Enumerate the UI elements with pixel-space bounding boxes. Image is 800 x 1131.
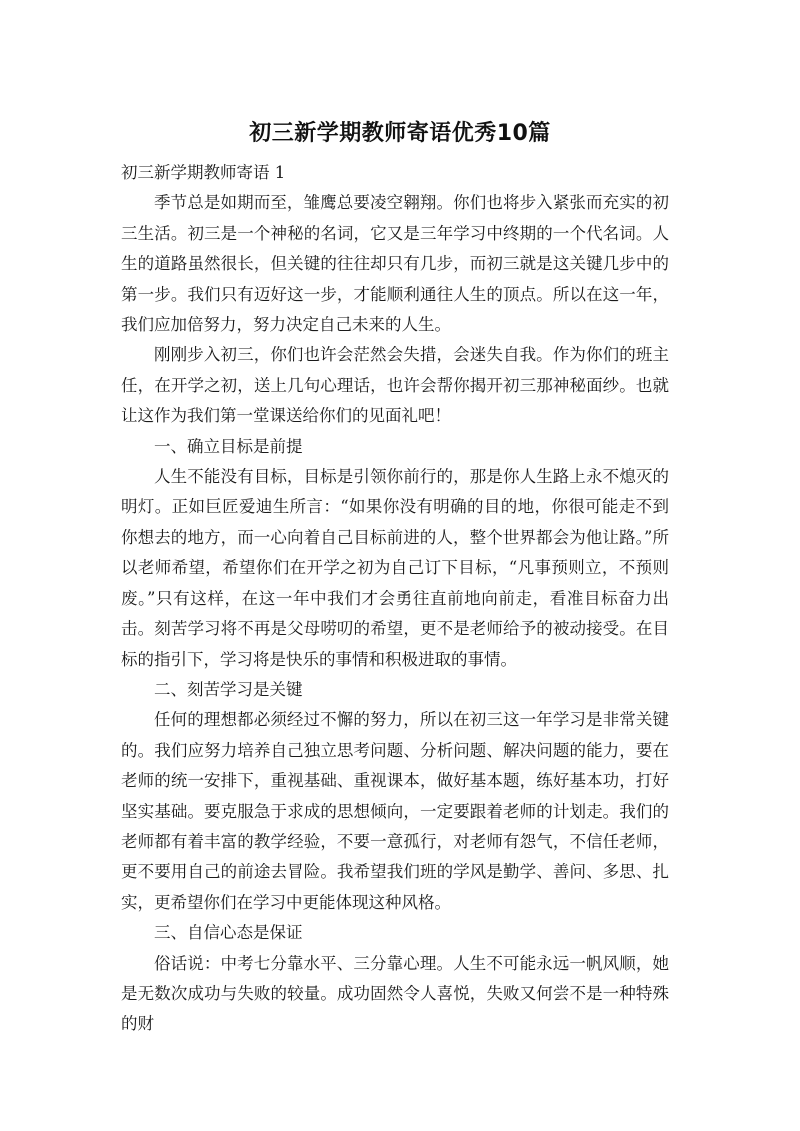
paragraph: 人生不能没有目标，目标是引领你前行的，那是你人生路上永不熄灭的明灯。正如巨匠爱迪生所言：“如果你没有明确的目的地，你很可能走不到你想去的地方，而一心向着自己目标前进的人，整个世界都会为他让路。”所以老师希望，希望你们在开学之初为自己订下目标，“凡事预则立，不预则废。”只有这样，在这一年中我们才会勇往直前地向前走，看准目标奋力出击。刻苦学习将不再是父母唠叨的希望，更不是老师给予的被动接受。在目标的指引下，学习将是快乐的事情和积极进取的事情。 <box>121 467 669 669</box>
section-heading: 三、自信心态是保证 <box>154 923 303 943</box>
document-title: 初三新学期教师寄语优秀10篇 <box>249 121 551 146</box>
paragraph: 任何的理想都必须经过不懈的努力，所以在初三这一年学习是非常关键的。我们应努力培养自己独立思考问题、分析问题、解决问题的能力，要在老师的统一安排下，重视基础、重视课本，做好基本题，练好基本功，打好坚实基础。要克服急于求成的思想倾向，一定要跟着老师的计划走。我们的老师都有着丰富的教学经验，不要一意孤行，对老师有怨气，不信任老师，更不要用自己的前途去冒险。我希望我们班的学风是勤学、善问、多思、扎实，更希望你们在学习中更能体现这种风格。 <box>121 710 669 912</box>
document-body <box>121 158 669 1040</box>
section-heading: 一、确立目标是前提 <box>154 436 303 456</box>
paragraph: 刚刚步入初三，你们也许会茫然会失措，会迷失自我。作为你们的班主任，在开学之初，送上几句心理话，也许会帮你揭开初三那神秘面纱。也就让这作为我们第一堂课送给你们的见面礼吧！ <box>121 345 669 426</box>
paragraph: 俗话说：中考七分靠水平、三分靠心理。人生不可能永远一帆风顺，她是无数次成功与失败的较量。成功固然令人喜悦，失败又何尝不是一种特殊的财 <box>121 953 669 1034</box>
section-heading: 二、刻苦学习是关键 <box>154 679 303 699</box>
section-subtitle: 初三新学期教师寄语 1 <box>121 163 286 182</box>
paragraph: 季节总是如期而至，雏鹰总要凌空翱翔。你们也将步入紧张而充实的初三生活。初三是一个神秘的名词，它又是三年学习中终期的一个代名词。人生的道路虽然很长，但关键的往往却只有几步，而初三就是这关键几步中的第一步。我们只有迈好这一步，才能顺利通往人生的顶点。所以在这一年，我们应加倍努力，努力决定自己未来的人生。 <box>121 193 669 335</box>
